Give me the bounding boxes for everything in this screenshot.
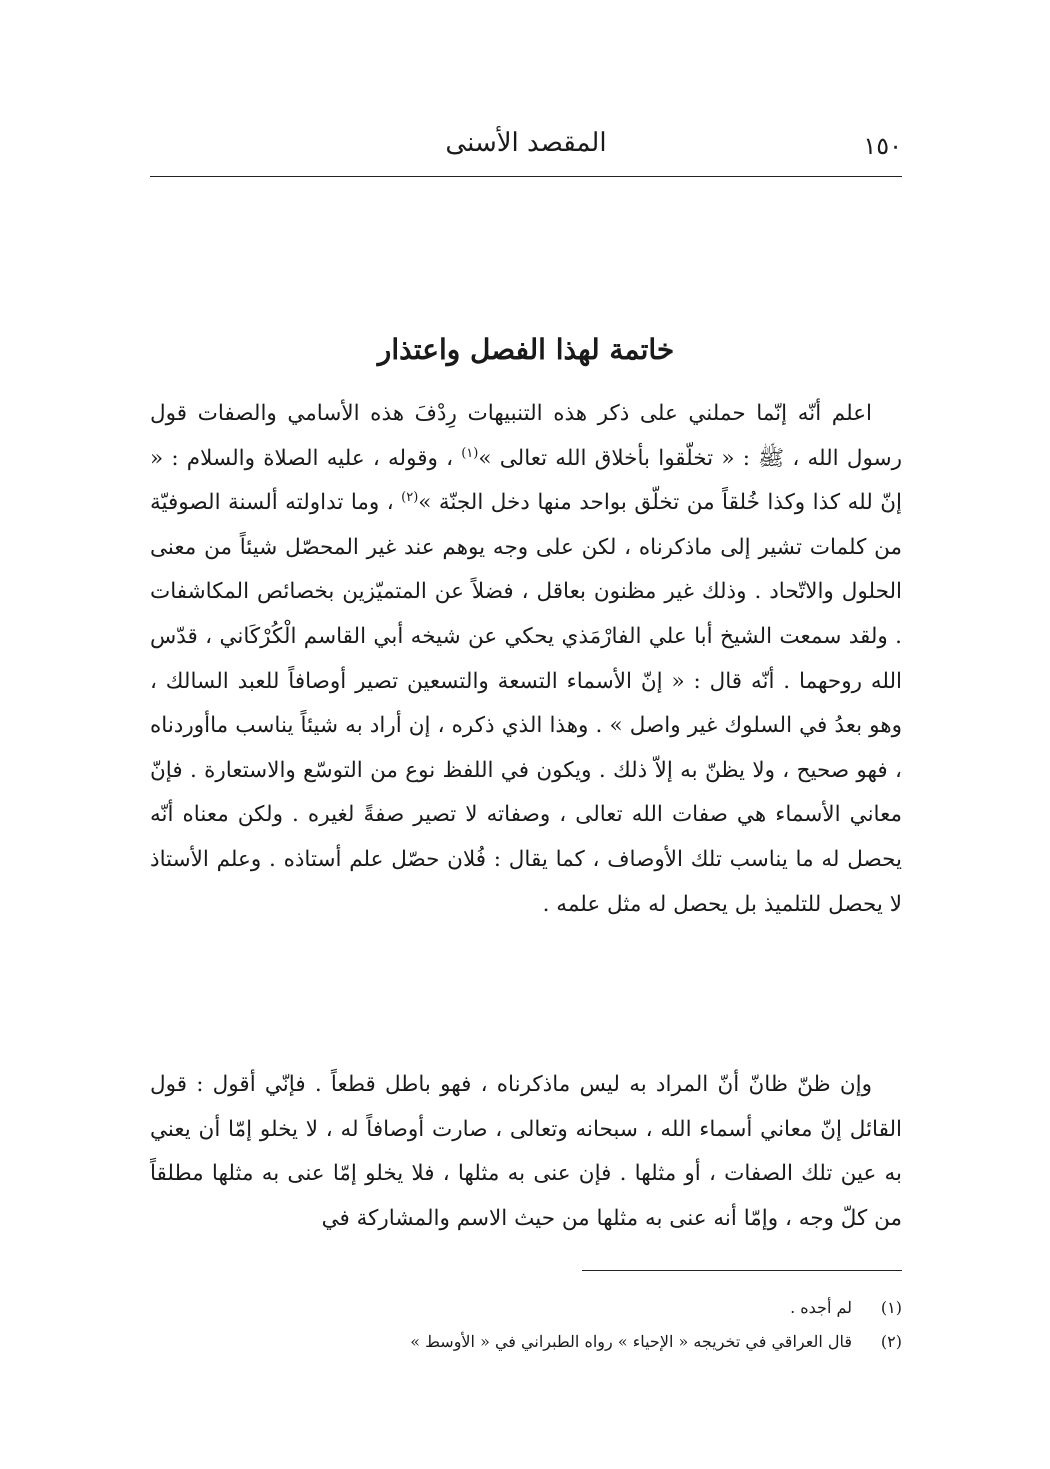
paragraph-1-part-2: ، وقوله ، عليه الصلاة والسلام : « إنّ لله كذا وكذا خُلقاً من تخلّق بواحد منها دخل الجنّة »	[150, 445, 902, 516]
footnote-1	[150, 1291, 902, 1325]
running-title: المقصد الأسنى	[445, 128, 607, 158]
footnote-ref-1: (١)	[461, 445, 479, 461]
footnote-number: (١)	[880, 1298, 902, 1317]
footnote-2	[150, 1325, 902, 1359]
paragraph-1-part-3: ، وما تداولته ألسنة الصوفيّة من كلمات تشير إلى ماذكرناه ، لكن على وجه يوهم عند غير المحصّل شيئاً من معنى الحلول والاتّحاد . وذلك غير مظنون بعاقل ، فضلاً عن المتميّزين بخصائص المكاشفات . ولقد سمعت الشيخ أبا علي الفارْمَذي يحكي عن شيخه أبي القاسم الْكُرْكَاني ، قدّس الله روحهما . أنّه قال : « إنّ الأسماء التسعة والتسعين تصير أوصافاً للعبد السالك ، وهو بعدُ في السلوك غير واصل » . وهذا الذي ذكره ، إن أراد به شيئاً يناسب ماأوردناه ، فهو صحيح ، ولا يظنّ به إلاّ ذلك . ويكون في اللفظ نوع من التوسّع والاستعارة . فإنّ معاني الأسماء هي صفات الله تعالى ، وصفاته لا تصير صفةً لغيره . ولكن معناه أنّه يحصل له ما يناسب تلك الأوصاف ، كما يقال : فُلان حصّل علم أستاذه . وعلم الأستاذ لا يحصل للتلميذ بل يحصل له مثل علمه .	[150, 490, 902, 917]
page-number: ١٥٠	[863, 132, 902, 160]
section-title: خاتمة لهذا الفصل واعتذار	[377, 333, 675, 366]
footnote-ref-2: (٢)	[401, 490, 419, 506]
page-header	[150, 128, 902, 168]
book-page	[150, 0, 902, 1469]
header-divider	[150, 176, 902, 177]
footnote-text: لم أجده .	[790, 1298, 852, 1317]
paragraph-2-text: وإن ظنّ ظانّ أنّ المراد به ليس ماذكرناه ، فهو باطل قطعاً . فإنّي أقول : قول القائل إنّ معاني أسماء الله ، سبحانه وتعالى ، صارت أوصافاً له ، لا يخلو إمّا أن يعني به عين تلك الصفات ، أو مثلها . فإن عنى به مثلها ، فلا يخلو إمّا عنى به مثلها مطلقاً من كلّ وجه ، وإمّا أنه عنى به مثلها من حيث الاسم والمشاركة في	[150, 1072, 902, 1231]
paragraph-1-part-1: اعلم أنّه إنّما حملني على ذكر هذه التنبيهات رِدْفَ هذه الأسامي والصفات قول رسول الله ، ﷺ : « تخلّقوا بأخلاق الله تعالى »	[150, 401, 902, 471]
paragraph-1	[150, 392, 902, 927]
footnote-divider	[582, 1270, 902, 1271]
footnote-text: قال العراقي في تخريجه « الإحياء » رواه الطبراني في « الأوسط »	[410, 1332, 852, 1351]
footnote-number: (٢)	[880, 1332, 902, 1351]
footnotes	[150, 1291, 902, 1359]
paragraph-2	[150, 1063, 902, 1241]
